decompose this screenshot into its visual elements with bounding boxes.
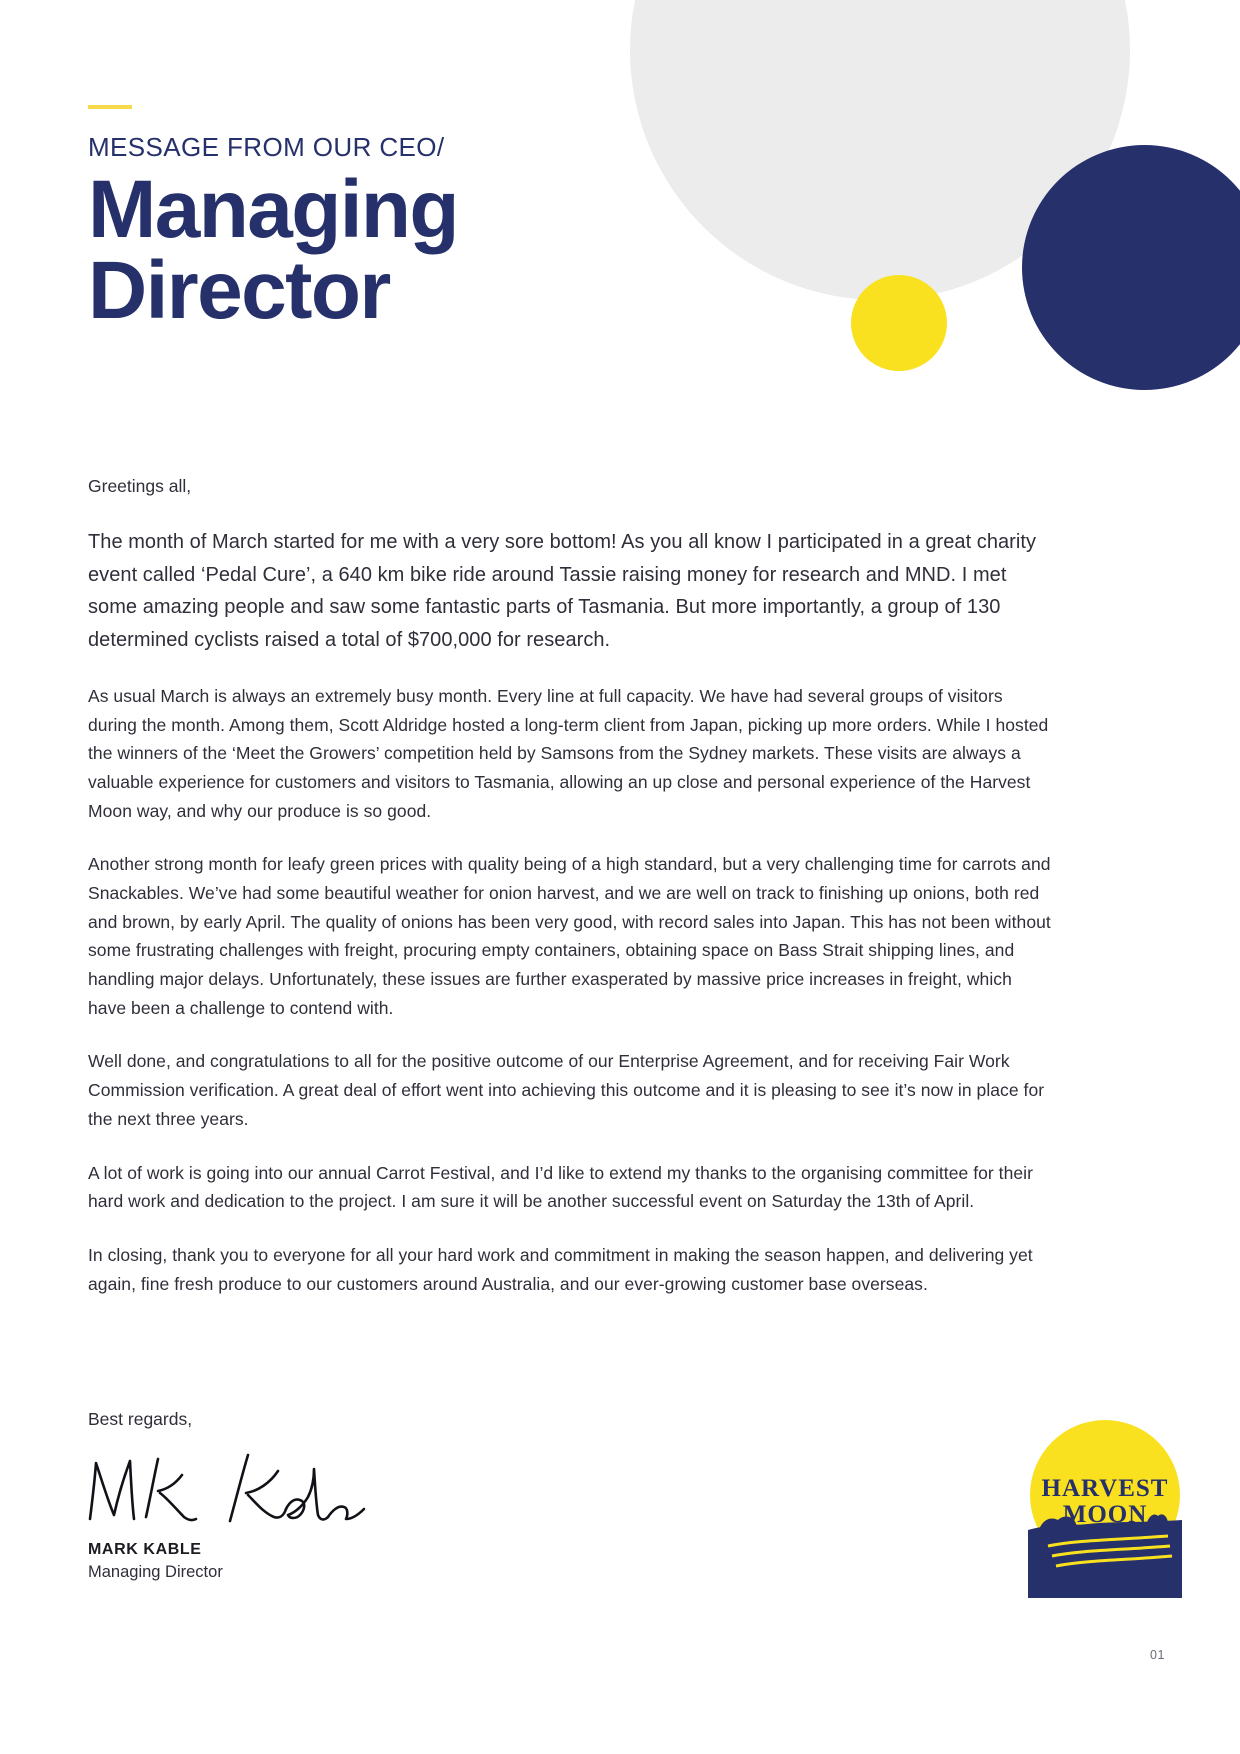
eyebrow-text: MESSAGE FROM OUR CEO/ bbox=[88, 132, 445, 162]
letter-greeting: Greetings all, bbox=[88, 476, 192, 496]
harvest-moon-logo bbox=[1018, 1420, 1178, 1605]
yellow-rule-divider bbox=[88, 105, 132, 109]
logo-wordmark-line-2: MOON bbox=[1062, 1501, 1148, 1529]
page-header bbox=[88, 132, 728, 337]
page-title-line-2: Director bbox=[88, 245, 390, 337]
letter-paragraph: In closing, thank you to everyone for all your hard work and commitment in making the season happen, and delivering yet again, fine fresh produce to our customers around Australia, and our ever-growing customer base overseas. bbox=[88, 1244, 1033, 1294]
page-title bbox=[88, 164, 728, 337]
signatory-title: Managing Director bbox=[88, 1563, 223, 1582]
logo-wordmark bbox=[1018, 1476, 1192, 1529]
decorative-yellow-circle bbox=[851, 275, 947, 371]
signature-block bbox=[88, 1405, 688, 1582]
letter-paragraph: As usual March is always an extremely busy month. Every line at full capacity. We have had several groups of visitors during the month. Among them, Scott Aldridge hosted a long-term client from Japan, picking up more orders. While I hosted the winners of the ‘Meet the Growers’ competition held by Samsons from the Sydney markets. These visits are always a valuable experience for customers and visitors to Tasmania, allowing an up close and personal experience of the Harvest Moon way, and why our produce is so good. bbox=[88, 685, 1049, 821]
page-title-line-1: Managing bbox=[88, 164, 458, 256]
letter-paragraph: A lot of work is going into our annual Carrot Festival, and I’d like to extend my thanks to the organising committee for their hard work and dedication to the project. I am sure it will be another successful event on Saturday the 13th of April. bbox=[88, 1162, 1033, 1212]
signoff-closing: Best regards, bbox=[88, 1409, 193, 1429]
letter-paragraph: Another strong month for leafy green prices with quality being of a high standard, but a very challenging time for carrots and Snackables. We’ve had some beautiful weather for onion harvest, and we are well on track to finishing up onions, both red and brown, by early April. The quality of onions has been very good, with record sales into Japan. This has not been without some frustrating challenges with freight, procuring empty containers, obtaining space on Bass Strait shipping lines, and handling major delays. Unfortunately, these issues are further exasperated by massive price increases in freight, which have been a challenge to contend with. bbox=[88, 854, 1051, 1018]
page-number: 01 bbox=[1150, 1648, 1165, 1662]
letter-body bbox=[88, 472, 1051, 1323]
letter-lead-paragraph: The month of March started for me with a very sore bottom! As you all know I participated in a great charity event called ‘Pedal Cure’, a 640 km bike ride around Tassie raising money for research and MND. I met some amazing people and saw some fantastic parts of Tasmania. But more importantly, a group of 130 determined cyclists raised a total of $700,000 for research. bbox=[88, 531, 1037, 651]
handwritten-signature-icon bbox=[84, 1451, 688, 1531]
letter-paragraph: Well done, and congratulations to all for the positive outcome of our Enterprise Agreement, and for receiving Fair Work Commission verification. A great deal of effort went into achieving this outcome and it is pleasing to see it’s now in place for the next three years. bbox=[88, 1051, 1045, 1129]
logo-wordmark-line-1: HARVEST bbox=[1041, 1475, 1169, 1502]
signatory-name: MARK KABLE bbox=[88, 1541, 202, 1559]
